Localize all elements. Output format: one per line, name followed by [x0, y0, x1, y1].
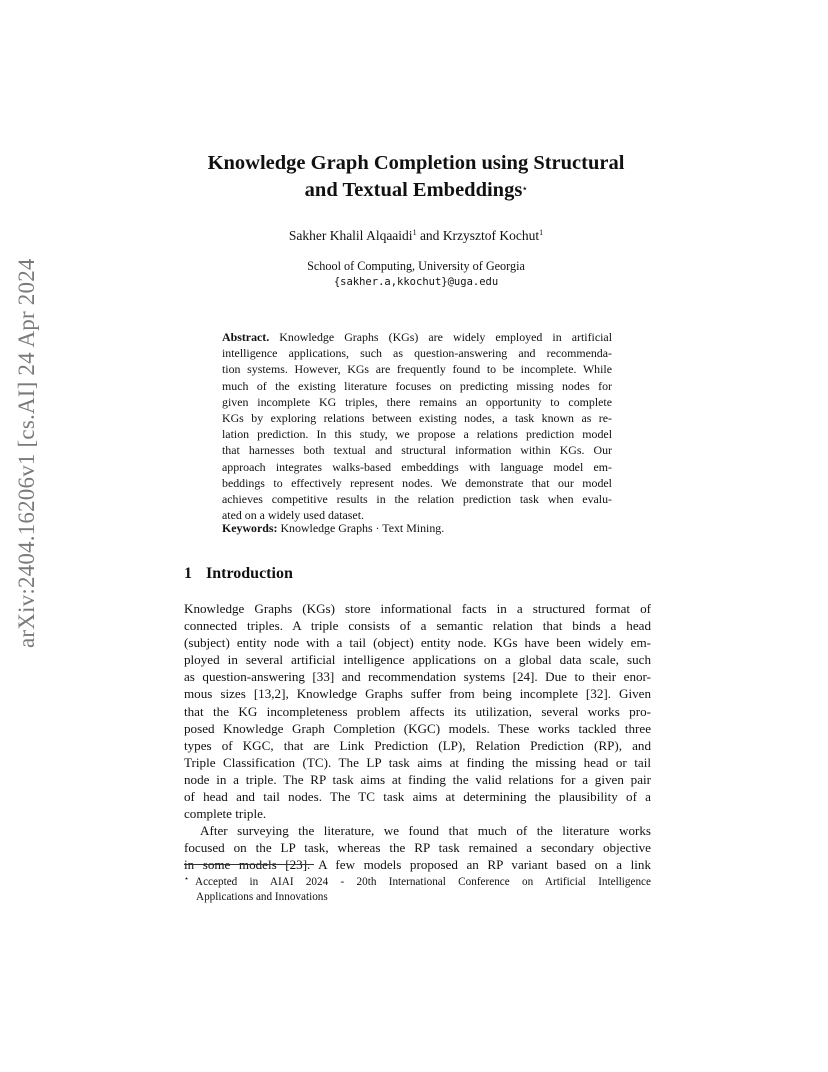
body-line: focused on the LP task, whereas the RP task remained a secondary objective	[184, 840, 651, 856]
footnote-line: Applications and Innovations	[196, 891, 328, 903]
footnote-line-text: Accepted in AIAI 2024 - 20th International Conference on Artificial Intelligence	[195, 876, 651, 888]
abstract-line: approach integrates walks-based embeddings with language model em-	[222, 459, 612, 474]
body-line: in some models [23]. A few models proposed an RP variant based on a link	[184, 857, 651, 873]
abstract-line: lation prediction. In this study, we propose a relations prediction model	[222, 427, 612, 442]
body-line: ployed in several artificial intelligence applications on a global data scale, such	[184, 652, 651, 668]
author-list	[150, 228, 682, 244]
abstract	[222, 329, 612, 523]
body-line: that the KG incompleteness problem affects its utilization, several works pro-	[184, 703, 651, 719]
abstract-line: tion systems. However, KGs are frequently found to be incomplete. While	[222, 362, 612, 377]
abstract-line: given incomplete KG triples, there remains an opportunity to complete	[222, 394, 612, 409]
author-affiliation-mark: 1	[539, 228, 544, 237]
abstract-line: intelligence applications, such as question-answering and recommenda-	[222, 346, 612, 361]
paper-title	[150, 150, 682, 204]
keywords-label: Keywords:	[222, 521, 278, 535]
body-line: mous sizes [13,2], Knowledge Graphs suffer from being incomplete [32]. Given	[184, 686, 651, 702]
section-title: Introduction	[206, 565, 293, 582]
body-line: complete triple.	[184, 806, 267, 822]
abstract-line: beddings to effectively represent nodes. We demonstrate that our model	[222, 475, 612, 490]
abstract-line: that harnesses both textual and structural information within KGs. Our	[222, 443, 612, 458]
abstract-label: Abstract.	[222, 330, 270, 344]
author-email: {sakher.a,kkochut}@uga.edu	[333, 276, 499, 288]
footnote-marker: ⋆	[184, 874, 190, 883]
author-name: Krzysztof Kochut	[442, 228, 540, 243]
title-line-2	[150, 177, 682, 204]
abstract-line: ated on a widely used dataset.	[222, 508, 364, 523]
title-footnote-marker: ⋆	[522, 184, 528, 193]
abstract-line: achieves competitive results in the relation prediction task when evalu-	[222, 492, 612, 507]
footnote-rule	[184, 864, 314, 865]
body-line: Knowledge Graphs (KGs) store informational facts in a structured format of	[184, 601, 651, 616]
keywords	[222, 521, 612, 536]
author-name: Sakher Khalil Alqaaidi	[288, 228, 413, 243]
institution: School of Computing, University of Georgia	[307, 259, 525, 273]
abstract-line: much of the existing literature focuses on predicting missing nodes for	[222, 378, 612, 393]
keywords-text: Knowledge Graphs · Text Mining.	[277, 521, 445, 535]
body-line: node in a triple. The RP task aims at finding the valid relations for a given pair	[184, 771, 651, 787]
body-line: posed Knowledge Graph Completion (KGC) models. These works tackled three	[184, 720, 651, 736]
body-line: Triple Classification (TC). The LP task aims at finding the missing head or tail	[184, 754, 651, 770]
arxiv-stamp: arXiv:2404.16206v1 [cs.AI] 24 Apr 2024	[14, 258, 39, 648]
section-heading	[184, 565, 293, 583]
body-line: as question-answering [33] and recommendation systems [24]. Due to their enor-	[184, 669, 651, 685]
body-line: of head and tail nodes. The TC task aims at determining the plausibility of a	[184, 789, 651, 805]
author-connector: and	[416, 228, 443, 243]
body-line: connected triples. A triple consists of a semantic relation that binds a head	[184, 618, 651, 634]
body-line: types of KGC, that are Link Prediction (LP), Relation Prediction (RP), and	[184, 737, 651, 753]
introduction-body	[184, 600, 651, 874]
title-line-1: Knowledge Graph Completion using Structural	[207, 152, 625, 174]
affiliation	[150, 258, 682, 290]
body-line: (subject) entity node with a tail (object) entity node. KGs have been widely em-	[184, 635, 651, 651]
footnote	[184, 871, 651, 905]
abstract-line: KGs by exploring relations between existing nodes, a task known as re-	[222, 411, 612, 426]
abstract-line-text: Knowledge Graphs (KGs) are widely employed in artificial	[269, 330, 612, 344]
abstract-line	[222, 329, 612, 345]
title-line-2-text: and Textual Embeddings	[304, 179, 523, 201]
footnote-line	[184, 871, 651, 890]
body-line: After surveying the literature, we found that much of the literature works	[200, 823, 651, 839]
author-affiliation-mark: 1	[412, 228, 417, 237]
section-number: 1	[184, 565, 192, 582]
